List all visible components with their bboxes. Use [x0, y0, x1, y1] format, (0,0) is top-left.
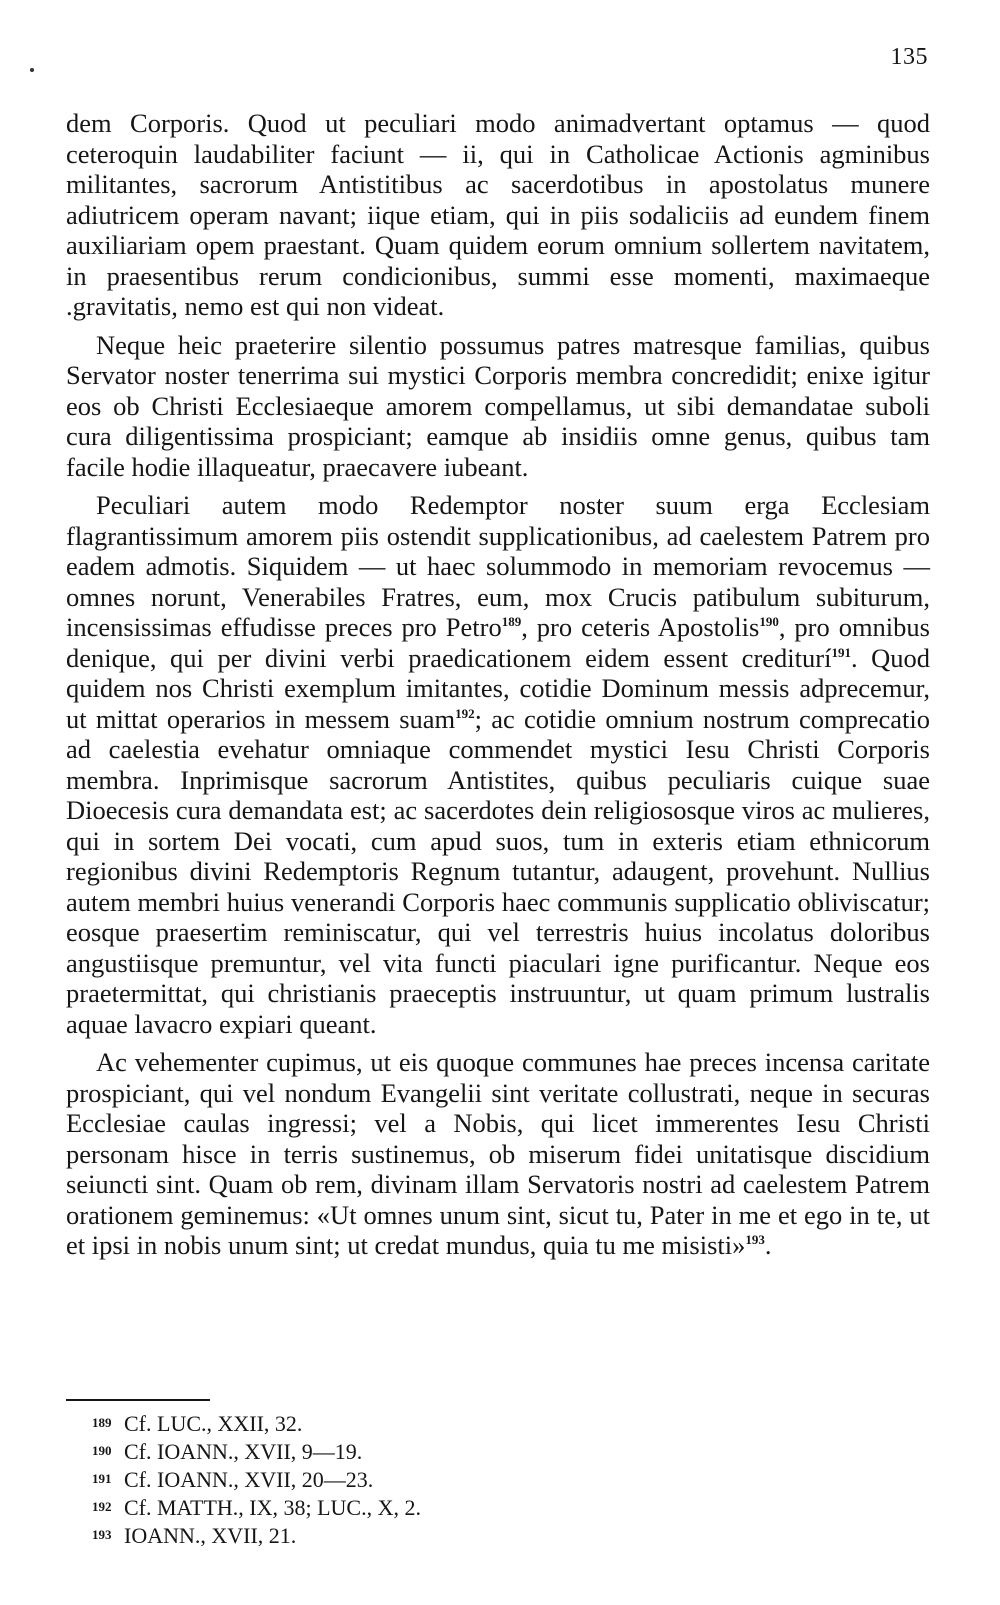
paragraph-3: [66, 490, 930, 1039]
text-run: ; ac cotidie omnium nostrum comprecatio ad caelestia evehatur omniaque commendet mystici Iesu Christi Corporis membra. Inprimisque sacrorum Antistites, quibus peculiaris cuique suae Dioecesis cura demandata est; ac sacerdotes dein religiososque viros ac mulieres, qui in sortem Dei vocati, cum apud suos, tum in exteris etiam ethnicorum regionibus divini Redemptoris Regnum tutantur, adaugent, provehunt. Nullius autem membri huius venerandi Corporis haec communis supplicatio obliviscatur; eosque praesertim reminiscatur, qui vel terrestris huius incolatus doloribus angustiisque premuntur, vel vita functi piaculari igne purificantur. Neque eos praetermittat, qui christianis praeceptis instruuntur, ut quam primum lustralis aquae lavacro expiari queant.: [66, 703, 930, 1039]
footnote-192: [92, 1495, 692, 1523]
paragraph-4: [66, 1047, 930, 1261]
footnote-number: 191: [92, 1471, 112, 1486]
footnotes: [92, 1411, 692, 1551]
footnote-text: Cf. IOANN., XVII, 20—23.: [124, 1467, 374, 1492]
footnote-189: [92, 1411, 692, 1439]
footnote-ref: 189: [501, 614, 522, 629]
footnote-ref: 192: [455, 705, 475, 721]
stray-dot-mark: [30, 68, 34, 72]
footnote-separator-rule: [66, 1399, 210, 1401]
footnote-number: 190: [92, 1443, 112, 1458]
text-run: dem Corporis. Quod ut peculiari modo animadvertant optamus — quod ceteroquin laudabiliter faciunt — ii, qui in Catholicae Actionis agminibus militantes, sacrorum Antistitibus ac sacerdotibus in apostolatus munere adiutricem operam navant; iique etiam, qui in piis sodaliciis ad eundem finem auxiliariam opem praestant. Quam quidem eorum omnium sollertem navitatem, in praesentibus rerum condicionibus, summi esse momenti, maximaeque .gravitatis, nemo est qui non videat.: [66, 108, 930, 321]
body-text: [66, 108, 930, 1261]
footnote-ref: 191: [831, 644, 851, 660]
footnote-191: [92, 1467, 692, 1495]
footnote-ref: 190: [759, 614, 779, 629]
footnote-number: 192: [92, 1499, 112, 1514]
footnote-text: Cf. LUC., XXII, 32.: [124, 1411, 303, 1436]
footnote-number: 189: [92, 1415, 112, 1430]
paragraph-1: [66, 108, 930, 322]
text-run: . Quod quidem nos Christi exemplum imitantes, cotidie Dominum messis adprecemur, ut mittat operarios in messem suam: [66, 642, 930, 734]
text-run: Ac vehementer cupimus, ut eis quoque communes hae preces incensa caritate prospiciant, qui vel nondum Evangelii sint veritate collustrati, neque in securas Ecclesiae caulas ingressi; vel a Nobis, qui licet immerentes Iesu Christi personam hisce in terris sustinemus, ob miserum fidei unitatisque discidium seiuncti sint. Quam ob rem, divinam illam Servatoris nostri ad caelestem Patrem orationem geminemus: «Ut omnes unum sint, sicut tu, Pater in me et ego in te, ut et ipsi in nobis unum sint; ut credat mundus, quia tu me misisti»: [66, 1047, 930, 1260]
footnote-193: [92, 1523, 692, 1551]
footnote-text: Cf. IOANN., XVII, 9—19.: [124, 1439, 363, 1464]
text-run: Peculiari autem modo Redemptor noster suum erga Ecclesiam flagrantissimum amorem piis ostendit supplicationibus, ad caelestem Patrem pro eadem admotis. Siquidem — ut haec solummodo in memoriam revocemus — omnes norunt, Venerabiles Fratres, eum, mox Crucis patibulum subiturum, incensissimas effudisse preces pro Petro: [66, 490, 930, 642]
text-run: .: [764, 1230, 772, 1260]
text-run: , pro ceteris Apostolis: [521, 612, 760, 642]
footnote-text: Cf. MATTH., IX, 38; LUC., X, 2.: [124, 1495, 421, 1520]
paragraph-2: [66, 330, 930, 483]
footnote-ref: 193: [745, 1232, 765, 1247]
text-run: Neque heic praeterire silentio possumus patres matresque familias, quibus Servator noster tenerrima sui mystici Corporis membra concredidit; enixe igitur eos ob Christi Ecclesiaeque amorem compellamus, ut sibi demandatae suboli cura diligentissima prospiciant; eamque ab insidiis omne genus, quibus tam facile hodie illaqueatur, praecavere iubeant.: [66, 329, 930, 482]
footnote-text: IOANN., XVII, 21.: [124, 1523, 297, 1548]
footnote-number: 193: [92, 1527, 112, 1542]
page-number: 135: [890, 44, 928, 70]
footnote-190: [92, 1439, 692, 1467]
text-run: , pro omnibus denique, qui per divini verbi praedicationem eidem essent crediturí: [66, 612, 930, 673]
